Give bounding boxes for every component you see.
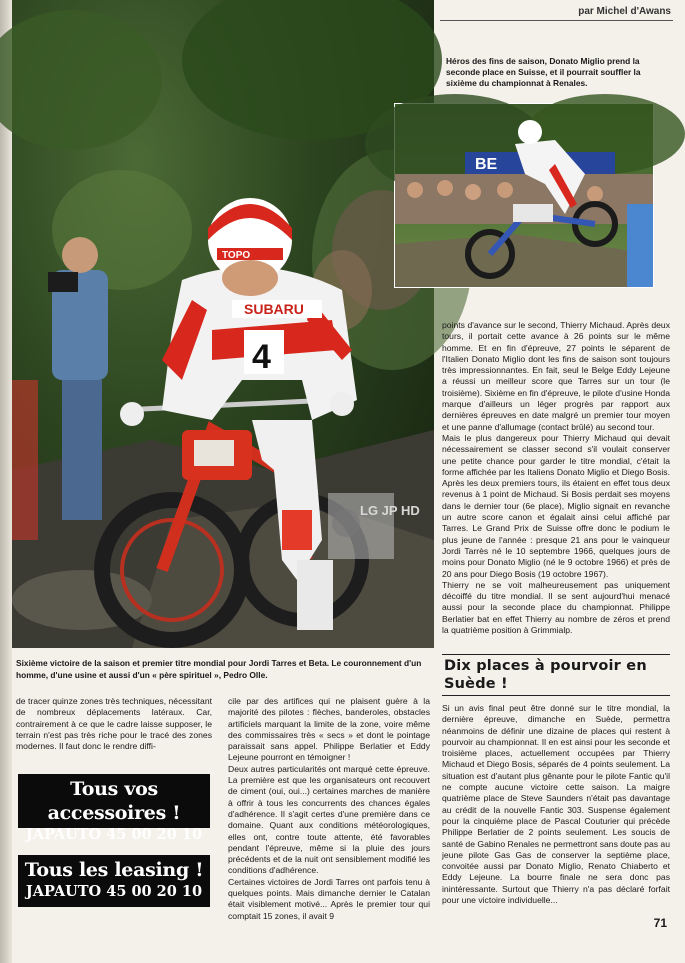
advertisement-leasing[interactable] (18, 855, 210, 907)
watermark-letters: LG JP HD (360, 503, 420, 518)
inset-banner-text: BE (475, 156, 498, 173)
article-column-right-bottom (442, 703, 670, 906)
article-paragraph: de tracer quinze zones très techniques, nécessitant de nombreux déplacements latéraux. Car, contrairement à ce que le cadre laisse supposer, le terrain n'est pas très riche pour le tracé des zones modernes. Il faut donc le rendre diffi- (16, 696, 212, 752)
article-paragraph: Deux autres particularités ont marqué cette épreuve. La première est que les organisateurs ont recouvert de ciment (oui, oui...) certaines marches de manière à offrir à tous les concurrents des chances égales d'adhérence. Il s'agit certes d'une première dans ce domaine. Quant aux conditions météorologiques, elles ont, contre toute attente, été favorables pendant l'épreuve, même si la pluie des jours précédents et de la nuit ont sensiblement modifié les conditions d'adhérence. (228, 763, 430, 876)
inset-photo-donato-miglio (394, 103, 654, 288)
article-paragraph: Mais le plus dangereux pour Thierry Michaud qui devait nécessairement se classer second s'il voulait conserver une petite chance pour garder le titre mondial, c'était la forme affichée par les Italiens Donato Miglio et Diego Bosis. Après les deux premiers tours, ils étaient en effet tous deux revenus à 1 point de Michaud. Si Bosis perdait ses moyens dans le dernier tour (6e place), Miglio signait en revanche un autre score canon et égalait ainsi celui affiché par Tarres. Le Grand Prix de Suisse offre donc le podium le plus jeune de l'année : presque 21 ans pour le vainqueur Jordi Tarrès né le 10 septembre 1966, quelques jours de moins pour Donato Miglio (né le 9 octobre 1966) et près de 20 ans pour Diego Bosis (19 octobre 1967). (442, 432, 670, 579)
main-photo-caption: Sixième victoire de la saison et premier titre mondial pour Jordi Tarres et Beta. Le couronnement d'un homme, d'une usine et aussi d'un « père spirituel », Pedro Olle. (16, 658, 422, 680)
article-paragraph: cile par des artifices qui ne plaisent guère à la majorité des pilotes : flèches, banderoles, obstacles artificiels marquant la limite de la zone, voire même des commissaires très « secs » et dont le pointage paraissait sans appel. Philippe Berlatier et Eddy Lejeune pourront en témoigner ! (228, 696, 430, 763)
watermark-logo (328, 493, 420, 559)
article-paragraph: Certaines victoires de Jordi Tarres ont parfois tenu à quelques points. Mais dimanche dernier le Catalan était visiblement motivé... Après le premier tour qui comptait 15 zones, il avait 9 (228, 876, 430, 921)
inset-photo-caption: Héros des fins de saison, Donato Miglio prend la seconde place en Suisse, et il pourrait souffler la sixième du championnat à Renales. (446, 56, 641, 88)
article-column-left (16, 696, 212, 752)
jersey-sponsor-text: SUBARU (244, 301, 304, 317)
article-paragraph: Thierry ne se voit malheureusement pas uniquement décoiffé du titre mondial. Il se sent aujourd'hui menacé aussi pour la seconde place du championnat. Philippe Berlatier bat en effet Thierry au nombre de zéros et prend la quatrième position à Grimmialp. (442, 579, 670, 636)
header-rule (440, 20, 673, 21)
article-paragraph: Si un avis final peut être donné sur le titre mondial, la dernière épreuve, dimanche en Suède, permettra néanmoins de définir une dizaine de places qui restent à pourvoir au championnat. Il en est ainsi pour les seconde et troisième places, actuellement occupées par Thierry Michaud et Diego Bosis, séparés de 4 points seulement. La situation est d'autant plus gênante pour le pilote Fantic qu'il ne compte aucune victoire cette saison. La maigre quatrième place de Steve Saunders n'était pas davantage au crédit de la nouvelle Fantic 303. Suspense également pour la cinquième place de Pascal Couturier qui précède Philippe Berlatier de 2 points seulement. Les soucis de santé de Gabino Renales ne permettront sans doute pas au jeune pilote Gas Gas de conserver la septième place, convoitée aussi par Donato Miglio, Renato Chiaberto et Eddy Lejeune. La bourre finale ne sera donc pas inintéressante. Surtout que Thierry n'a pas déclaré forfait pour une victoire individuelle... (442, 703, 670, 906)
ad-phone: JAPAUTO 45 00 20 10 (25, 883, 203, 900)
advertisement-accessories[interactable] (18, 774, 210, 843)
page-number: 71 (653, 916, 667, 930)
rider-number: 4 (252, 338, 271, 376)
byline: par Michel d'Awans (578, 6, 671, 17)
ad-headline: Tous les leasing ! (24, 859, 204, 881)
page-binding-edge (0, 0, 12, 963)
ad-headline: Tous vos accessoires ! (47, 778, 181, 824)
article-paragraph: points d'avance sur le second, Thierry Michaud. Après deux tours, il portait cette avance à 26 points sur le même homme. Et en fin d'épreuve, 27 points le séparent de l'Italien Donato Miglio dont les fins de saison sont toujours très impressionnantes. En fait, seul le Belge Eddy Lejeune a réussi un meilleur score que Tarres sur un tour (le troisième). Sixième en fin d'épreuve, le pilote d'usine Honda marque d'ailleurs un léger progrès par rapport aux dernières épreuves en date malgré un premier tour moyen et une panne d'allumage (contact brûlé) au second tour. (442, 320, 670, 432)
article-column-middle (228, 696, 430, 922)
section-heading-box (442, 654, 670, 696)
section-heading: Dix places à pourvoir en Suède ! (444, 658, 647, 692)
article-column-right-top (442, 320, 670, 636)
helmet-text: TOPO (222, 250, 251, 261)
ad-phone: JAPAUTO 45 00 20 10 (25, 826, 203, 843)
